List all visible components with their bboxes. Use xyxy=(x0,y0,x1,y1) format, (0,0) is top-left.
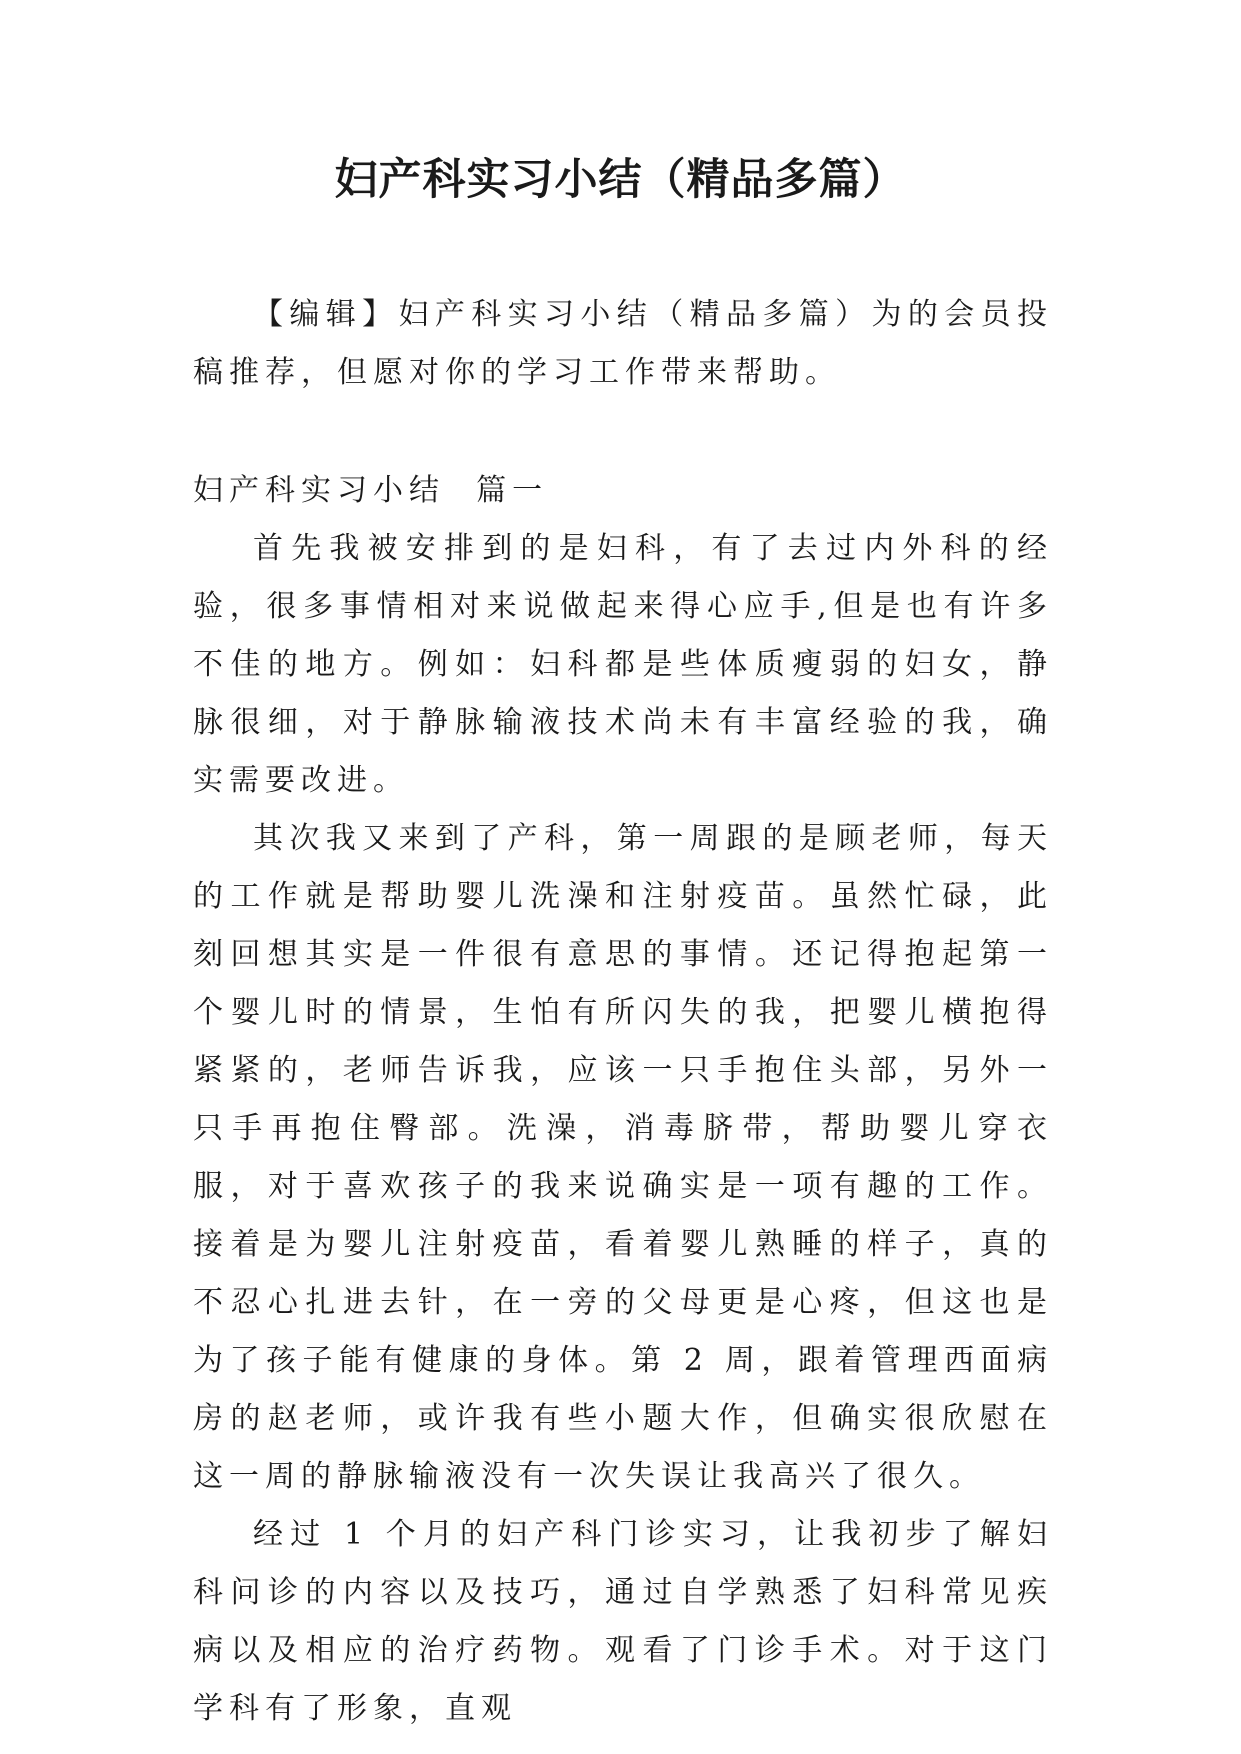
article-body xyxy=(193,520,1053,1738)
document-title: 妇产科实习小结（精品多篇） xyxy=(334,155,907,205)
intro-paragraph: 【编辑】妇产科实习小结（精品多篇）为的会员投稿推荐，但愿对你的学习工作带来帮助。 xyxy=(193,297,1053,390)
paragraph: 其次我又来到了产科，第一周跟的是顾老师，每天的工作就是帮助婴儿洗澡和注射疫苗。虽然忙碌，此刻回想其实是一件很有意思的事情。还记得抱起第一个婴儿时的情景，生怕有所闪失的我，把婴儿横抱得紧紧的，老师告诉我，应该一只手抱住头部，另外一只手再抱住臀部。洗澡，消毒脐带，帮助婴儿穿衣服，对于喜欢孩子的我来说确实是一项有趣的工作。接着是为婴儿注射疫苗，看着婴儿熟睡的样子，真的不忍心扎进去针，在一旁的父母更是心疼，但这也是为了孩子能有健康的身体。第 2 周，跟着管理西面病房的赵老师，或许我有些小题大作，但确实很欣慰在这一周的静脉输液没有一次失误让我高兴了很久。 xyxy=(193,821,1053,1494)
section-heading: 妇产科实习小结 篇一 xyxy=(193,473,549,508)
paragraph: 经过 1 个月的妇产科门诊实习，让我初步了解妇科问诊的内容以及技巧，通过自学熟悉了妇科常见疾病以及相应的治疗药物。观看了门诊手术。对于这门学科有了形象，直观 xyxy=(193,1517,1053,1726)
paragraph: 首先我被安排到的是妇科，有了去过内外科的经验，很多事情相对来说做起来得心应手,但是也有许多不佳的地方。例如：妇科都是些体质瘦弱的妇女，静脉很细，对于静脉输液技术尚未有丰富经验的我，确实需要改进。 xyxy=(193,531,1053,798)
